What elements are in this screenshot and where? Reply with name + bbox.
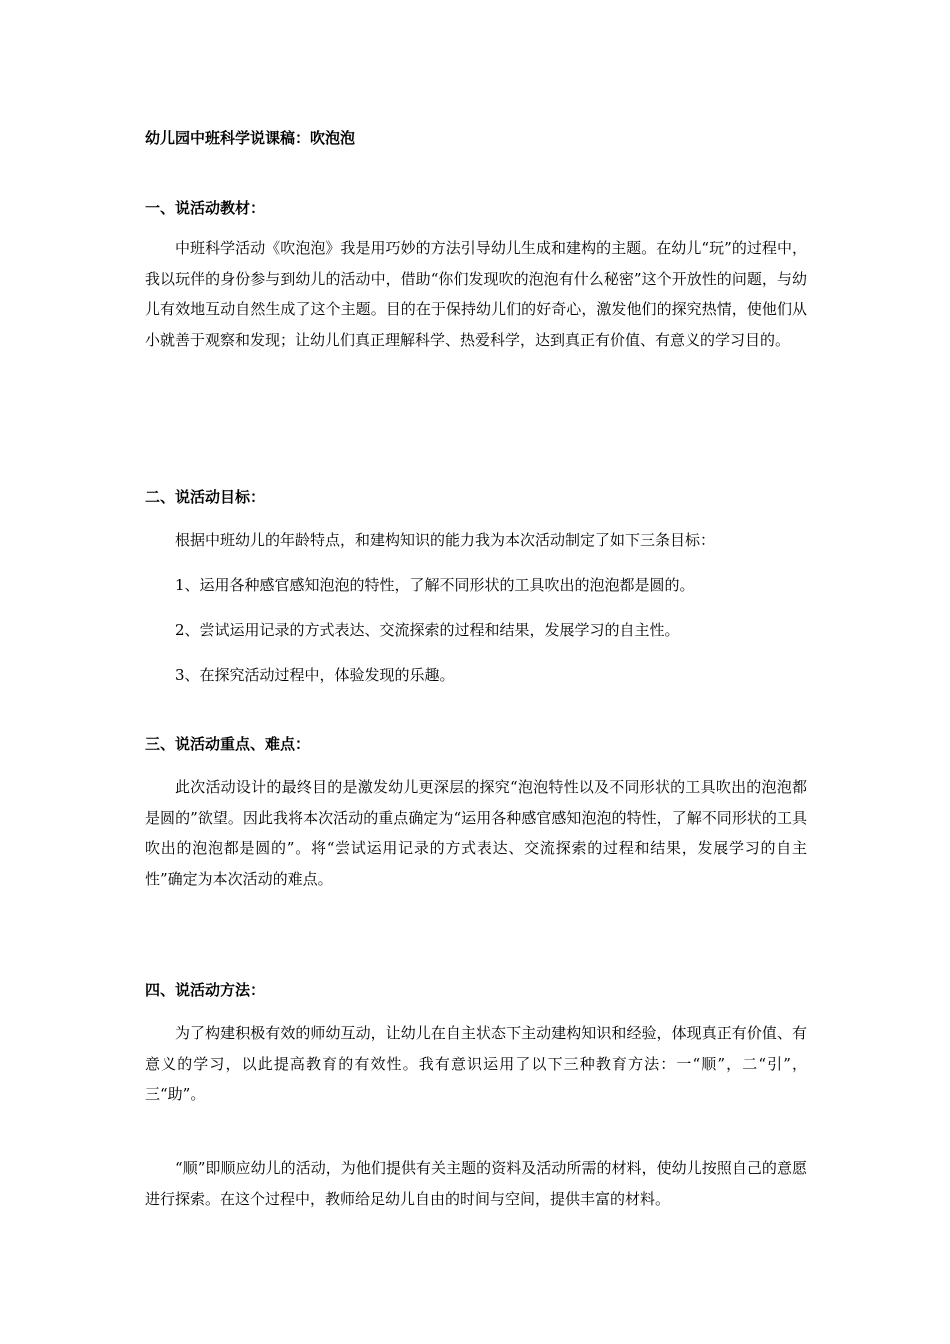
section-heading-methods: 四、说活动方法： (145, 981, 266, 999)
section-heading-key-points: 三、说活动重点、难点： (145, 735, 311, 753)
section-paragraph-methods-2: “顺”即顺应幼儿的活动，为他们提供有关主题的资料及活动所需的材料，使幼儿按照自己的意愿进行探索。在这个过程中，教师给足幼儿自由的时间与空间，提供丰富的材料。 (145, 1159, 807, 1208)
section-heading-goals: 二、说活动目标： (145, 488, 266, 506)
goal-item-1: 1、运用各种感官感知泡泡的特性，了解不同形状的工具吹出的泡泡都是圆的。 (175, 576, 695, 594)
section-paragraph-materials: 中班科学活动《吹泡泡》我是用巧妙的方法引导幼儿生成和建构的主题。在幼儿“玩”的过程中，我以玩伴的身份参与到幼儿的活动中，借助“你们发现吹的泡泡有什么秘密”这个开放性的问题，与幼儿有效地互动自然生成了这个主题。目的在于保持幼儿们的好奇心，激发他们的探究热情，使他们从小就善于观察和发现；让幼儿们真正理解科学、热爱科学，达到真正有价值、有意义的学习目的。 (145, 239, 807, 349)
goals-intro: 根据中班幼儿的年龄特点，和建构知识的能力我为本次活动制定了如下三条目标： (175, 531, 716, 549)
section-paragraph-methods-1: 为了构建积极有效的师幼互动，让幼儿在自主状态下主动建构知识和经验，体现真正有价值、有意义的学习，以此提高教育的有效性。我有意识运用了以下三种教育方法：一“顺”，二“引”，三“助”。 (145, 1024, 807, 1103)
goal-item-2: 2、尝试运用记录的方式表达、交流探索的过程和结果，发展学习的自主性。 (175, 621, 680, 639)
section-paragraph-key-points: 此次活动设计的最终目的是激发幼儿更深层的探究“泡泡特性以及不同形状的工具吹出的泡泡都是圆的”欲望。因此我将本次活动的重点确定为“运用各种感官感知泡泡的特性，了解不同形状的工具吹出的泡泡都是圆的”。将“尝试运用记录的方式表达、交流探索的过程和结果，发展学习的自主性”确定为本次活动的难点。 (145, 778, 807, 888)
document-title: 幼儿园中班科学说课稿：吹泡泡 (145, 129, 356, 147)
section-heading-materials: 一、说活动教材： (145, 199, 266, 217)
goal-item-3: 3、在探究活动过程中，体验发现的乐趣。 (175, 666, 455, 684)
